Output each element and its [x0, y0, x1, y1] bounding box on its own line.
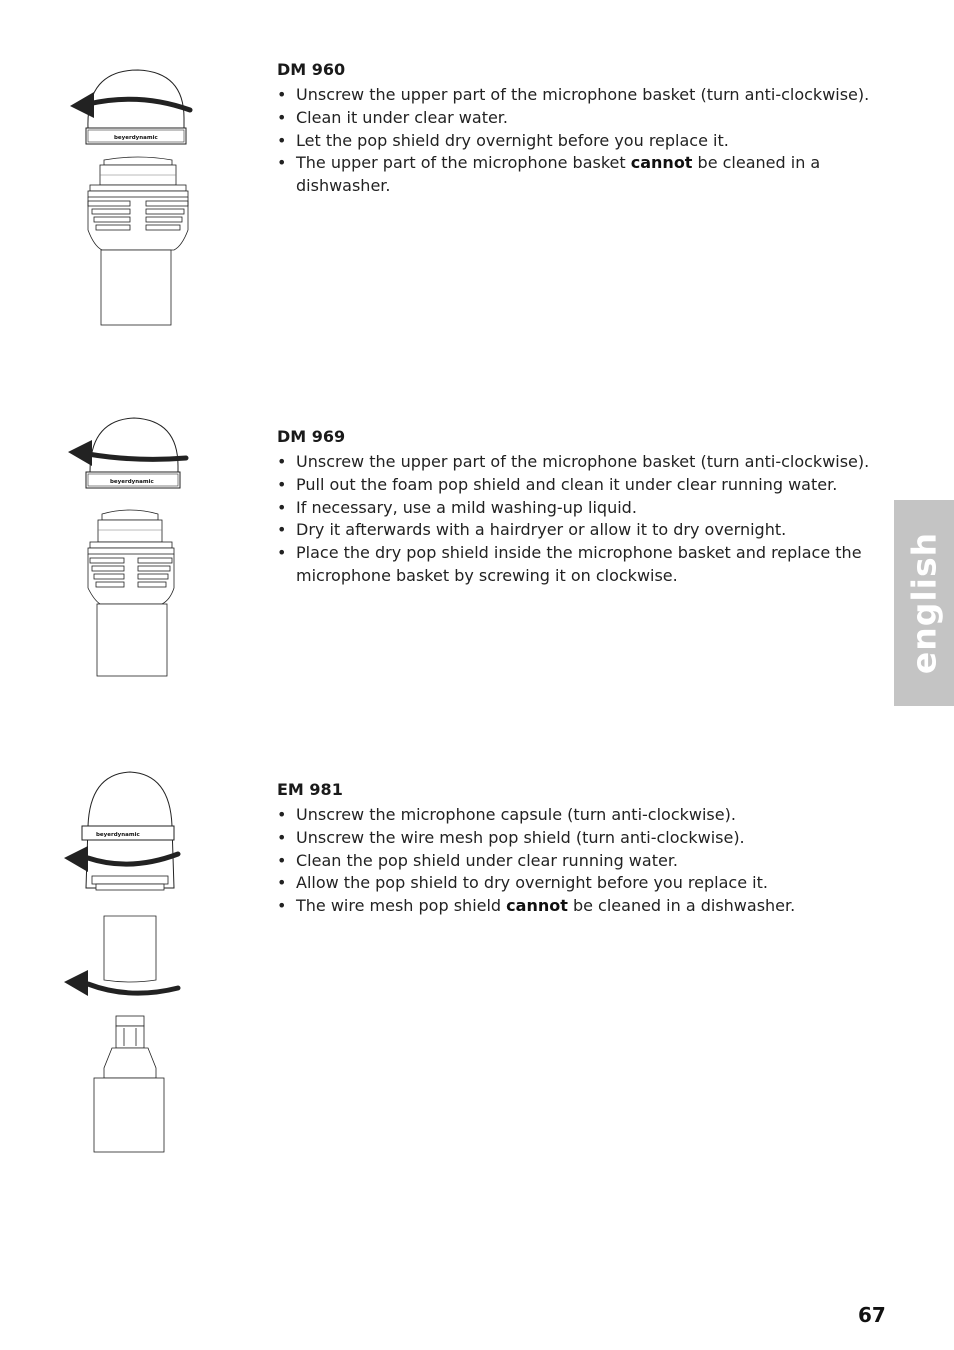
list-item: • The upper part of the microphone basket cannot be cleaned in a dishwasher.	[277, 152, 877, 198]
section-em-981	[277, 780, 877, 918]
instruction-list	[277, 84, 877, 198]
list-item: • The wire mesh pop shield cannot be cleaned in a dishwasher.	[277, 895, 877, 918]
instruction-list	[277, 804, 877, 918]
dm969-illustration	[60, 410, 200, 682]
list-item: • Let the pop shield dry overnight before you replace it.	[277, 130, 877, 153]
list-item: • Unscrew the upper part of the microphone basket (turn anti-clockwise).	[277, 84, 877, 107]
list-item: • Clean it under clear water.	[277, 107, 877, 130]
section-title: DM 969	[277, 427, 346, 446]
brand-label: beyerdynamic	[110, 479, 154, 485]
em981-illustration	[60, 768, 190, 1158]
list-item: • Place the dry pop shield inside the microphone basket and replace the microphone basket by screwing it on clockwise.	[277, 542, 877, 588]
list-item: • Allow the pop shield to dry overnight before you replace it.	[277, 872, 877, 895]
section-title: DM 960	[277, 60, 346, 79]
list-item: • Unscrew the upper part of the microphone basket (turn anti-clockwise).	[277, 451, 877, 474]
language-tab-label: english	[904, 531, 944, 675]
list-item: • Dry it afterwards with a hairdryer or allow it to dry overnight.	[277, 519, 877, 542]
list-item: • Unscrew the wire mesh pop shield (turn anti-clockwise).	[277, 827, 877, 850]
dm960-illustration	[60, 60, 200, 330]
brand-label: beyerdynamic	[96, 832, 140, 838]
section-dm-969	[277, 427, 877, 588]
list-item: • Unscrew the microphone capsule (turn anti-clockwise).	[277, 804, 877, 827]
brand-label: beyerdynamic	[114, 135, 158, 141]
section-dm-960	[277, 60, 877, 198]
list-item: • Clean the pop shield under clear running water.	[277, 850, 877, 873]
list-item: • Pull out the foam pop shield and clean it under clear running water.	[277, 474, 877, 497]
section-title: EM 981	[277, 780, 343, 799]
instruction-list	[277, 451, 877, 588]
list-item: • If necessary, use a mild washing-up liquid.	[277, 497, 877, 520]
page-number: 67	[858, 1303, 886, 1327]
language-tab	[894, 500, 954, 706]
